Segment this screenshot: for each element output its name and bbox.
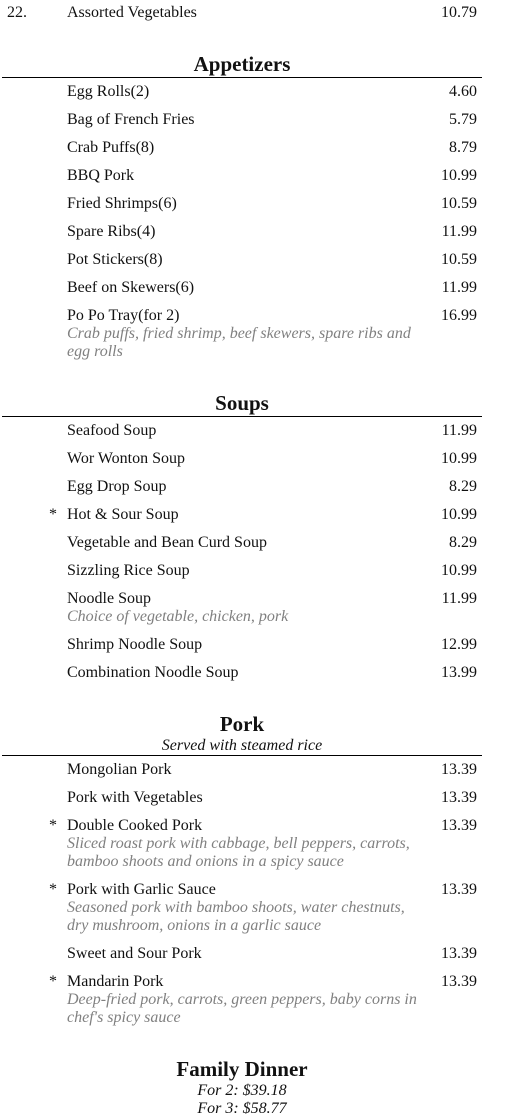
item-name: Pork with Garlic Sauce [67,881,216,898]
item-number: 22. [7,4,27,21]
item-price: 13.39 [441,817,477,834]
item-price: 10.99 [441,450,477,467]
item-price: 10.59 [441,195,477,212]
item-price: 13.39 [441,945,477,962]
item-price: 10.99 [441,506,477,523]
item-price: 11.99 [441,223,477,240]
section-title: Family Dinner [176,1057,308,1081]
item-price: 5.79 [449,111,477,128]
item-name: Pot Stickers(8) [67,251,163,268]
item-name: Assorted Vegetables [67,4,197,21]
item-name: Mandarin Pork [67,973,164,990]
section-divider [2,755,482,756]
item-name: Mongolian Pork [67,761,172,778]
item-description: Choice of vegetable, chicken, pork [67,608,289,625]
item-name: Egg Rolls(2) [67,83,150,100]
section-divider [2,77,482,78]
item-price: 11.99 [441,590,477,607]
item-description: Deep-fried pork, carrots, green peppers, baby corns in chef's spicy sauce [67,991,417,1026]
item-price: 8.29 [449,534,477,551]
section-subtitle: For 3: $58.77 [197,1100,287,1117]
item-price: 13.39 [441,789,477,806]
section-title: Appetizers [193,52,291,76]
item-name: Wor Wonton Soup [67,450,186,467]
item-name: Double Cooked Pork [67,817,203,834]
item-name: Sizzling Rice Soup [67,562,190,579]
item-price: 10.99 [441,562,477,579]
item-description: Sliced roast pork with cabbage, bell peppers, carrots, bamboo shoots and onions in a spicy sauce [67,835,410,870]
item-price: 10.79 [441,4,477,21]
item-price: 4.60 [449,83,477,100]
section-subtitle: Served with steamed rice [161,737,323,754]
item-price: 13.39 [441,881,477,898]
item-price: 8.29 [449,478,477,495]
item-name: Noodle Soup [67,590,151,607]
item-price: 11.99 [441,422,477,439]
item-name: Hot & Sour Soup [67,506,179,523]
spicy-mark: * [49,817,57,834]
section-title: Pork [219,712,265,736]
item-price: 11.99 [441,279,477,296]
item-name: Beef on Skewers(6) [67,279,195,296]
item-name: Egg Drop Soup [67,478,167,495]
spicy-mark: * [49,506,57,523]
item-price: 10.99 [441,167,477,184]
item-name: Pork with Vegetables [67,789,203,806]
item-name: Vegetable and Bean Curd Soup [67,534,267,551]
item-name: BBQ Pork [67,167,135,184]
item-name: Shrimp Noodle Soup [67,636,203,653]
item-price: 16.99 [441,307,477,324]
item-name: Spare Ribs(4) [67,223,156,240]
item-name: Fried Shrimps(6) [67,195,177,212]
item-price: 10.59 [441,251,477,268]
spicy-mark: * [49,881,57,898]
item-name: Sweet and Sour Pork [67,945,202,962]
item-name: Crab Puffs(8) [67,139,155,156]
item-price: 8.79 [449,139,477,156]
item-name: Combination Noodle Soup [67,664,239,681]
item-description: Seasoned pork with bamboo shoots, water chestnuts, dry mushroom, onions in a garlic sauce [67,899,405,934]
item-price: 13.39 [441,761,477,778]
section-divider [2,416,482,417]
section-title: Soups [215,391,269,415]
item-price: 12.99 [441,636,477,653]
spicy-mark: * [49,973,57,990]
section-subtitle: For 2: $39.18 [197,1082,287,1099]
item-name: Seafood Soup [67,422,157,439]
item-description: Crab puffs, fried shrimp, beef skewers, spare ribs and egg rolls [67,325,411,360]
item-name: Po Po Tray(for 2) [67,307,180,324]
item-price: 13.39 [441,973,477,990]
item-name: Bag of French Fries [67,111,195,128]
item-price: 13.99 [441,664,477,681]
